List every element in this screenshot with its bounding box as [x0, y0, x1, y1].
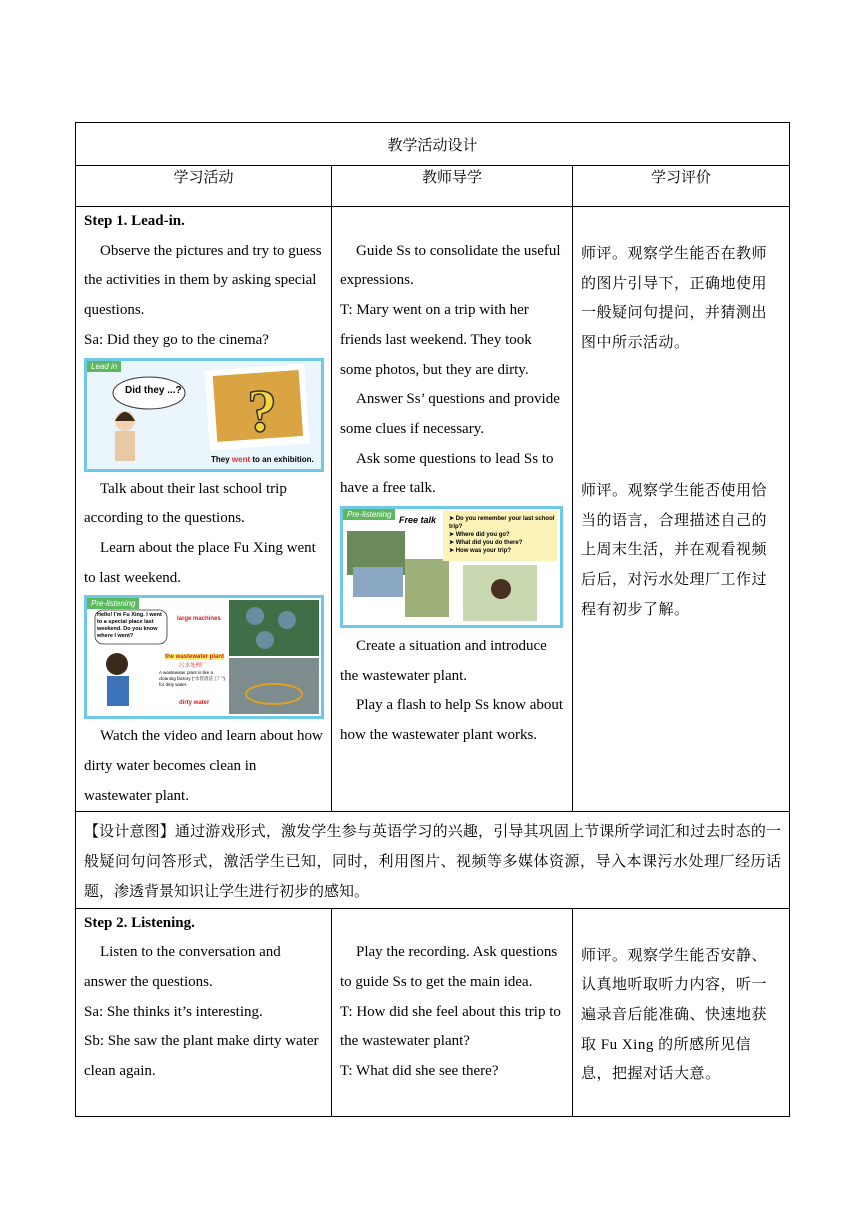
pre-listening-image [84, 595, 324, 719]
step1-activity-text: Sa: Did they go to the cinema? [84, 331, 269, 348]
step1-activity-text: Watch the video and learn about how dirty water becomes clean in wastewater plant. [84, 728, 323, 804]
lesson-activity-table [75, 122, 790, 1117]
step2-activity-text: Listen to the conversation and answer the questions. [84, 944, 281, 990]
step1-teacher-text: Guide Ss to consolidate the useful expressions. [340, 242, 561, 289]
label-large-machines: large machines [177, 616, 221, 623]
caption-text: They [211, 454, 232, 464]
label-wastewater-plant: the wastewater plant [165, 654, 225, 661]
step1-evaluation-text: 师评。观察学生能否在教师的图片引导下，正确地使用一般疑问句提问，并猜测出图中所示活动。 [581, 246, 768, 352]
question-text: How was your trip? [455, 548, 512, 555]
step1-evaluation-text: 师评。观察学生能否使用恰当的语言，合理描述自己的上周末生活，并在观看视频后后，对污水处理厂工作过程有初步了解。 [581, 482, 768, 618]
svg-text:?: ? [247, 377, 277, 444]
spacer [340, 909, 564, 939]
step2-activity-text: Sb: She saw the plant make dirty water clean again. [84, 1033, 319, 1080]
step1-activity-text: Observe the pictures and try to guess the activities in them by asking special questions. [84, 242, 322, 319]
design-intent-cell [76, 812, 790, 908]
fu-xing-bubble: Hello! I'm Fu Xing. I went to a special place last weekend. Do you know where I went? [97, 612, 162, 640]
step2-teacher-text: T: What did she see there? [340, 1063, 499, 1080]
question-text: What did you do there? [455, 540, 523, 547]
step1-teacher-text: Create a situation and introduce the wastewater plant. [340, 638, 547, 684]
header-learning-activity: 学习活动 [76, 166, 332, 207]
step2-teacher-text: Play the recording. Ask questions to guide Ss to get the main idea. [340, 944, 558, 990]
step1-evaluation-cell [573, 207, 790, 812]
question-text: Do you remember your last school trip? [449, 516, 555, 531]
step1-activity-cell [76, 207, 332, 812]
step1-activity-text: Talk about their last school trip according to the questions. [84, 480, 287, 527]
step1-heading: Step 1. Lead-in. [84, 213, 185, 229]
step2-evaluation-text: 师评。观察学生能否安静、认真地听取听力内容，听一遍录音后能准确、快速地获取 Fu Xing 的所感所见信息，把握对话大意。 [581, 947, 768, 1083]
lead-in-bubble: Did they ...? [125, 384, 182, 396]
table-title: 教学活动设计 [76, 123, 790, 166]
question-text: Where did you go? [455, 532, 510, 539]
step2-teacher-text: T: How did she feel about this trip to the wastewater plant? [340, 1003, 561, 1050]
step2-heading: Step 2. Listening. [84, 914, 195, 931]
step2-teacher-cell [332, 908, 573, 1116]
caption-text: to an exhibition. [250, 454, 314, 464]
step1-teacher-text: Play a flash to help Ss know about how the wastewater plant works. [340, 697, 564, 744]
label-dirty-water: dirty water [179, 700, 210, 707]
label-wastewater-plant-zh: 污水处理厂 [179, 663, 207, 670]
wastewater-description: A wastewater plant is like a cleaning factory ("水管清洁工厂") for dirty water. [159, 670, 225, 688]
step1-teacher-text: Answer Ss’ questions and provide some clues if necessary. [340, 391, 560, 437]
free-talk-question: ➤ Where did you go? [449, 532, 510, 539]
step2-activity-cell [76, 908, 332, 1116]
step1-activity-text: Learn about the place Fu Xing went to last weekend. [84, 539, 316, 586]
caption-verb: went [231, 454, 251, 464]
lead-in-tag: Lead in [87, 361, 121, 372]
lead-in-image [84, 358, 324, 472]
free-talk-question: ➤ What did you do there? [449, 540, 523, 547]
free-talk-questions [449, 515, 557, 555]
lead-in-illustration [87, 361, 321, 469]
design-intent-text: 【设计意图】通过游戏形式，激发学生参与英语学习的兴趣，引导其巩固上节课所学词汇和过去时态的一般疑问句问答形式，激活学生已知，同时，利用图片、视频等多媒体资源，导入本课污水处理厂经历话题，渗透背景知识让学生进行初步的感知。 [84, 824, 781, 900]
step2-evaluation-cell [573, 908, 790, 1116]
step1-teacher-text: T: Mary went on a trip with her friends last weekend. They took some photos, but they are dirty. [340, 302, 532, 378]
free-talk-tag: Pre-listening [343, 509, 395, 520]
step1-teacher-cell [332, 207, 573, 812]
pre-listening-tag: Pre-listening [87, 598, 139, 609]
step2-activity-text: Sa: She thinks it’s interesting. [84, 1003, 263, 1020]
header-teacher-guide: 教师导学 [332, 166, 573, 207]
free-talk-title: Free talk [399, 515, 437, 526]
lead-in-caption [211, 455, 314, 464]
step1-teacher-text: Ask some questions to lead Ss to have a free talk. [340, 450, 554, 497]
free-talk-question: ➤ How was your trip? [449, 548, 512, 555]
free-talk-question: ➤ Do you remember your last school trip? [449, 516, 555, 531]
header-evaluation: 学习评价 [573, 166, 790, 207]
spacer [340, 207, 564, 237]
free-talk-image [340, 506, 563, 628]
